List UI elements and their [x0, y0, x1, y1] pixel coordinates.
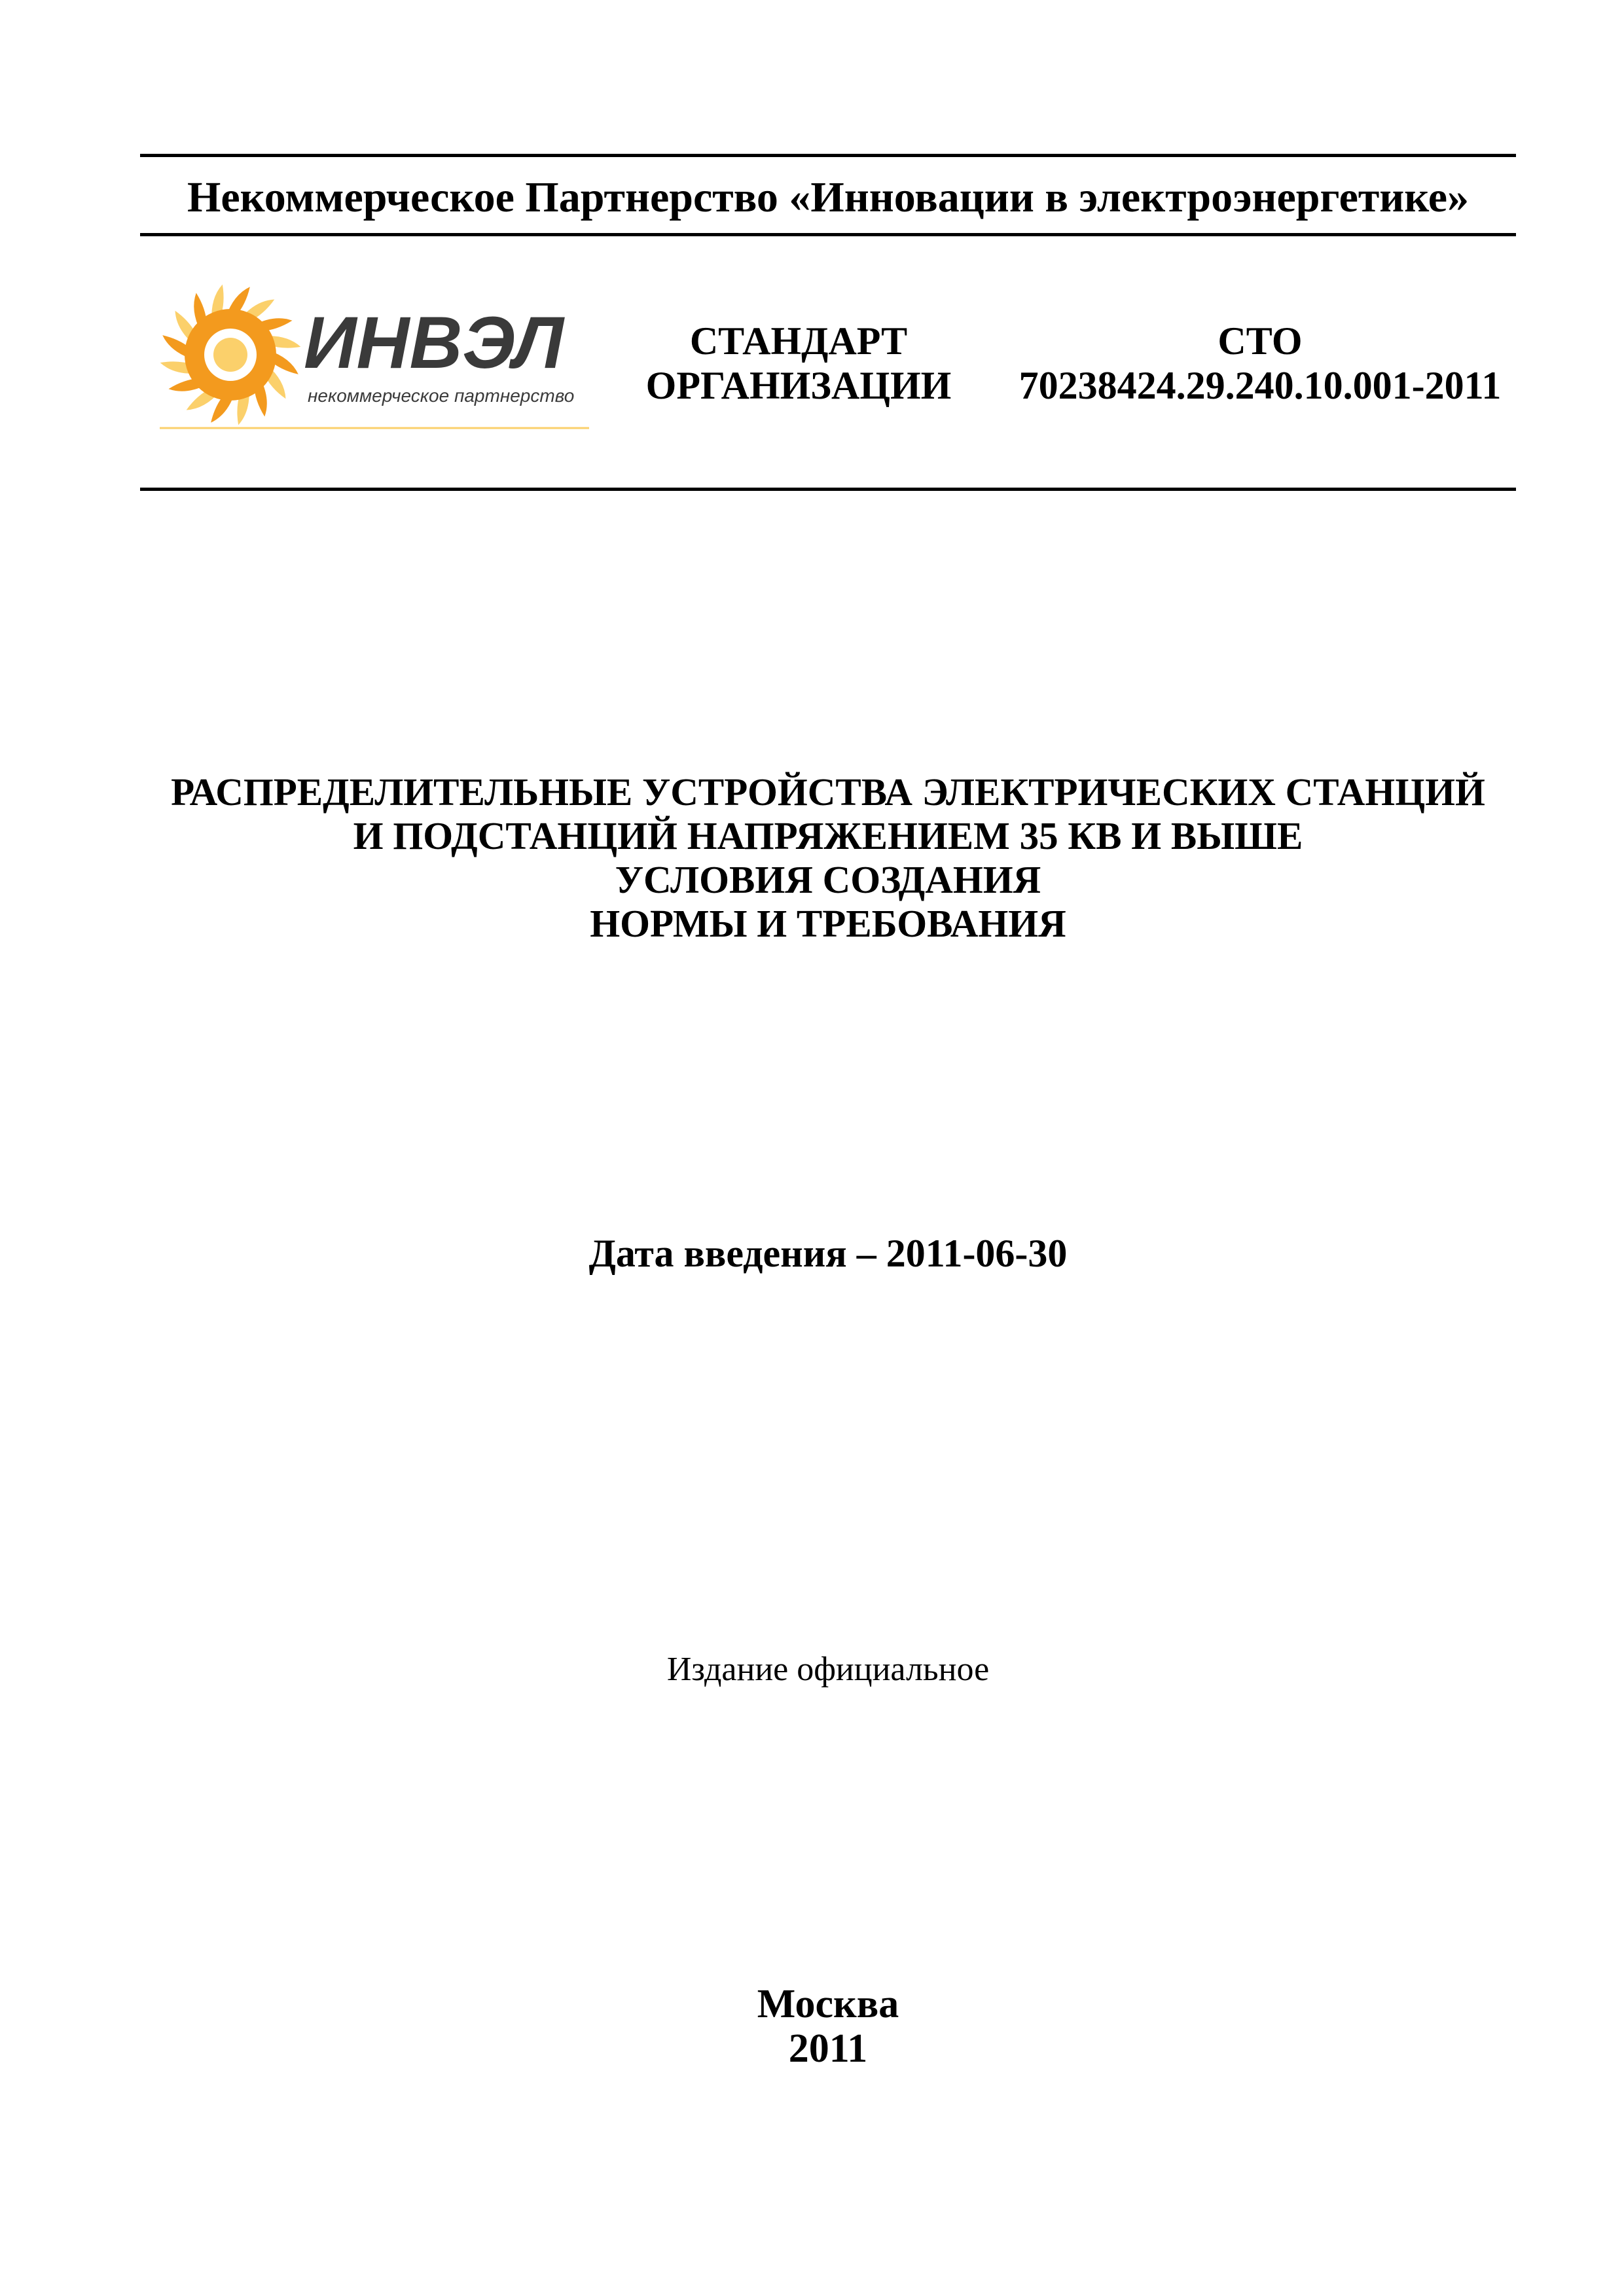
standard-code-prefix: СТО — [1218, 319, 1303, 363]
invel-logo — [157, 281, 602, 442]
standard-type-line: ОРГАНИЗАЦИИ — [645, 364, 952, 407]
publication-year: 2011 — [788, 2026, 868, 2071]
edition-note: Издание официальное — [666, 1651, 990, 1688]
introduction-date: Дата введения – 2011-06-30 — [588, 1232, 1068, 1275]
logo-tagline: некоммерческое партнерство — [308, 386, 575, 406]
standard-code-number: 70238424.29.240.10.001-2011 — [1019, 364, 1502, 407]
sun-logo-icon — [157, 281, 602, 442]
title-line: РАСПРЕДЕЛИТЕЛЬНЫЕ УСТРОЙСТВА ЭЛЕКТРИЧЕСКИХ СТАНЦИЙ — [171, 770, 1485, 814]
organization-name: Некоммерческое Партнерство «Инновации в электроэнергетике» — [187, 173, 1469, 221]
sun-core-fill — [213, 338, 247, 372]
section-rule — [140, 488, 1516, 491]
header-rule — [140, 233, 1516, 236]
top-rule — [140, 154, 1516, 157]
document-title — [140, 770, 1516, 946]
standard-type — [628, 319, 969, 408]
title-line: УСЛОВИЯ СОЗДАНИЯ — [615, 858, 1041, 901]
publication-place-year — [140, 1982, 1516, 2071]
standard-type-line: СТАНДАРТ — [689, 319, 908, 363]
standard-code — [995, 319, 1525, 408]
title-line: НОРМЫ И ТРЕБОВАНИЯ — [590, 902, 1066, 945]
title-line: И ПОДСТАНЦИЙ НАПРЯЖЕНИЕМ 35 КВ И ВЫШЕ — [353, 814, 1303, 857]
publication-city: Москва — [757, 1982, 899, 2026]
logo-wordmark: ИНВЭЛ — [304, 302, 564, 384]
